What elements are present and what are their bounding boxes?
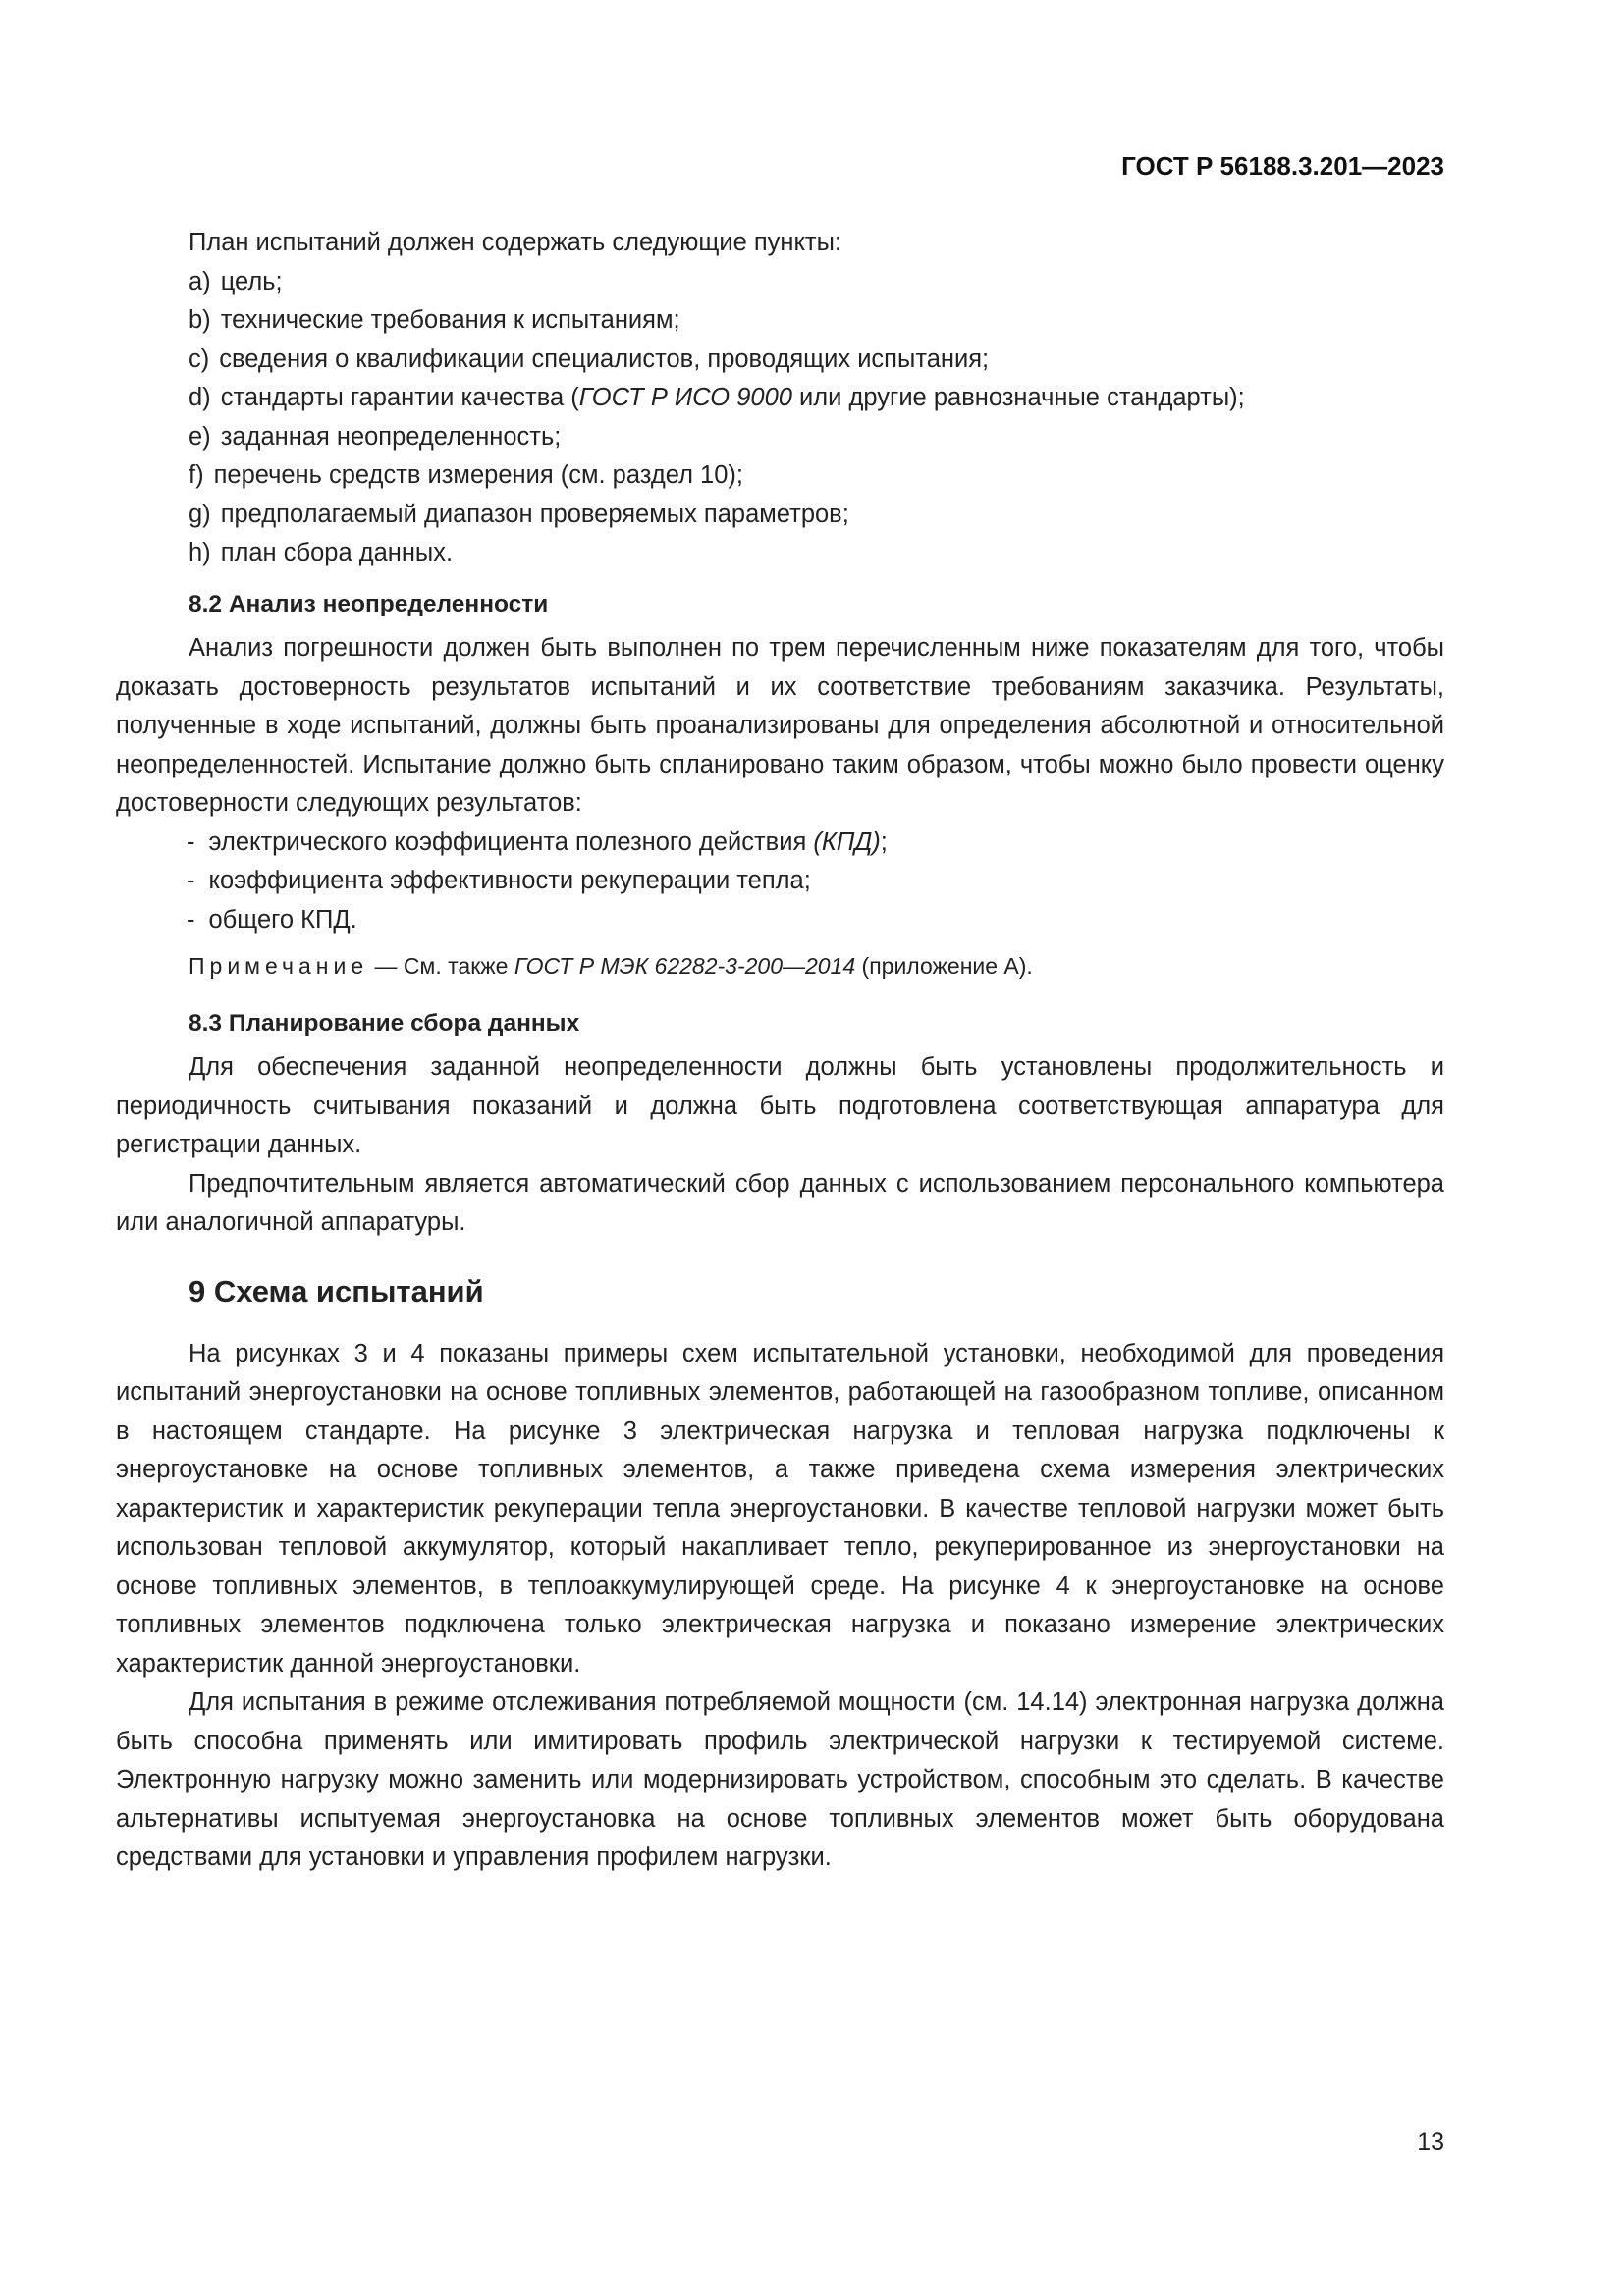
- list-item: c) сведения о квалификации специалистов, проводящих испытания;: [189, 345, 990, 373]
- paragraph: На рисунках 3 и 4 показаны примеры схем испытательной установки, необходимой для проведения испытаний энергоустановки на основе топливных элементов, работающей на газообразном топливе, описанном в настоящем стандарте. На рисунке 3 электрическая нагрузка и тепловая нагрузка подключены к энергоустановке на основе топливных элементов, а также приведена схема измерения электрических характеристик и характеристик рекуперации тепла энергоустановки. В качестве тепловой нагрузки может быть использован тепловой аккумулятор, который накапливает тепло, рекуперированное из энергоустановки на основе топливных элементов, в теплоаккумулирующей среде. На рисунке 4 к энергоустановке на основе топливных элементов подключена только электрическая нагрузка и показано измерение электрических характеристик данной энергоустановки.: [116, 1339, 1444, 1678]
- standard-reference: ГОСТ Р ИСО 9000: [578, 384, 792, 411]
- paragraph: Для обеспечения заданной неопределенности должны быть установлены продолжительность и периодичность считывания показаний и должна быть подготовлена соответствующая аппаратура для регистрации данных.: [116, 1053, 1444, 1158]
- note: Примечание — См. также ГОСТ Р МЭК 62282-3-200—2014 (приложение А).: [189, 953, 1033, 979]
- section-heading-8-3: 8.3 Планирование сбора данных: [189, 1009, 580, 1037]
- list-item: - коэффициента эффективности рекуперации тепла;: [187, 867, 811, 894]
- results-list: [116, 824, 1444, 940]
- paragraph: Для испытания в режиме отслеживания потребляемой мощности (см. 14.14) электронная нагрузка должна быть способна применять или имитировать профиль электрической нагрузки к тестируемой системе. Электронную нагрузку можно заменить или модернизировать устройством, способным это сделать. В качестве альтернативы испытуемая энергоустановка на основе топливных элементов может быть оборудована средствами для установки и управления профилем нагрузки.: [116, 1688, 1444, 1871]
- list-item: - электрического коэффициента полезного действия (КПД);: [187, 828, 888, 856]
- paragraph: Предпочтительным является автоматический сбор данных с использованием персонального компьютера или аналогичной аппаратуры.: [116, 1169, 1444, 1236]
- list-item: g) предполагаемый диапазон проверяемых параметров;: [189, 500, 849, 528]
- document-body: [116, 224, 1444, 1878]
- plan-intro: План испытаний должен содержать следующие пункты:: [189, 229, 842, 256]
- page-number: 13: [1417, 2128, 1444, 2156]
- section-heading-8-2: 8.2 Анализ неопределенности: [189, 590, 549, 617]
- list-item: e) заданная неопределенность;: [189, 422, 562, 451]
- section-heading-9: 9 Схема испытаний: [189, 1273, 484, 1308]
- list-item: - общего КПД.: [187, 905, 357, 934]
- paragraph: Анализ погрешности должен быть выполнен по трем перечисленным ниже показателям для того, чтобы доказать достоверность результатов испытаний и их соответствие требованиям заказчика. Результаты, полученные в ходе испытаний, должны быть проанализированы для определения абсолютной и относительной неопределенностей. Испытание должно быть спланировано таким образом, чтобы можно было провести оценку достоверности следующих результатов:: [116, 634, 1444, 817]
- list-item: d) стандарты гарантии качества (ГОСТ Р ИСО 9000 или другие равнозначные стандарты);: [189, 384, 1245, 411]
- standard-reference: ГОСТ Р МЭК 62282-3-200—2014: [514, 953, 856, 979]
- list-item: a) цель;: [189, 267, 283, 295]
- list-item: f) перечень средств измерения (см. раздел 10);: [189, 461, 744, 489]
- list-item: h) план сбора данных.: [189, 539, 454, 566]
- note-label: Примечание: [189, 953, 369, 979]
- list-item: b) технические требования к испытаниям;: [189, 306, 680, 334]
- plan-list: [116, 263, 1444, 573]
- document-code-header: ГОСТ Р 56188.3.201—2023: [1121, 151, 1444, 181]
